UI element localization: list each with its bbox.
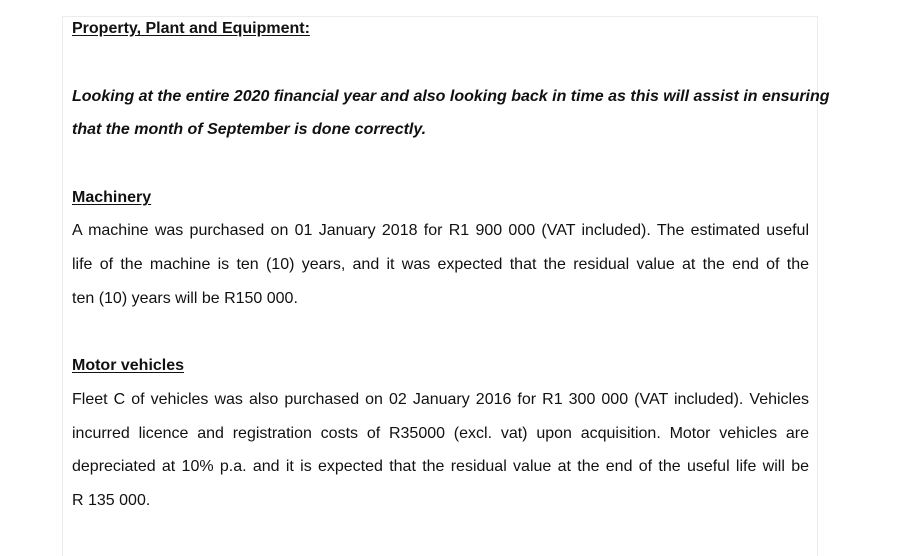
intro-line-1: Looking at the entire 2020 financial year and also looking back in time as this will assist in ensuring [72,88,830,105]
machinery-line-3: ten (10) years will be R150 000. [72,290,298,307]
section-title: Property, Plant and Equipment: [72,20,310,37]
motor-vehicles-line-2: incurred licence and registration costs of R35000 (excl. vat) upon acquisition. Motor vehicles are [72,425,809,442]
motor-vehicles-line-1: Fleet C of vehicles was also purchased on 02 January 2016 for R1 300 000 (VAT included). Vehicles [72,391,809,408]
machinery-line-2: life of the machine is ten (10) years, and it was expected that the residual value at the end of the [72,256,809,273]
machinery-heading: Machinery [72,189,152,206]
motor-vehicles-line-4: R 135 000. [72,492,151,509]
machinery-line-1: A machine was purchased on 01 January 2018 for R1 900 000 (VAT included). The estimated useful [72,222,809,239]
motor-vehicles-heading: Motor vehicles [72,357,185,374]
intro-line-2: that the month of September is done correctly. [72,121,427,138]
motor-vehicles-line-3: depreciated at 10% p.a. and it is expected that the residual value at the end of the useful life will be [72,458,809,475]
